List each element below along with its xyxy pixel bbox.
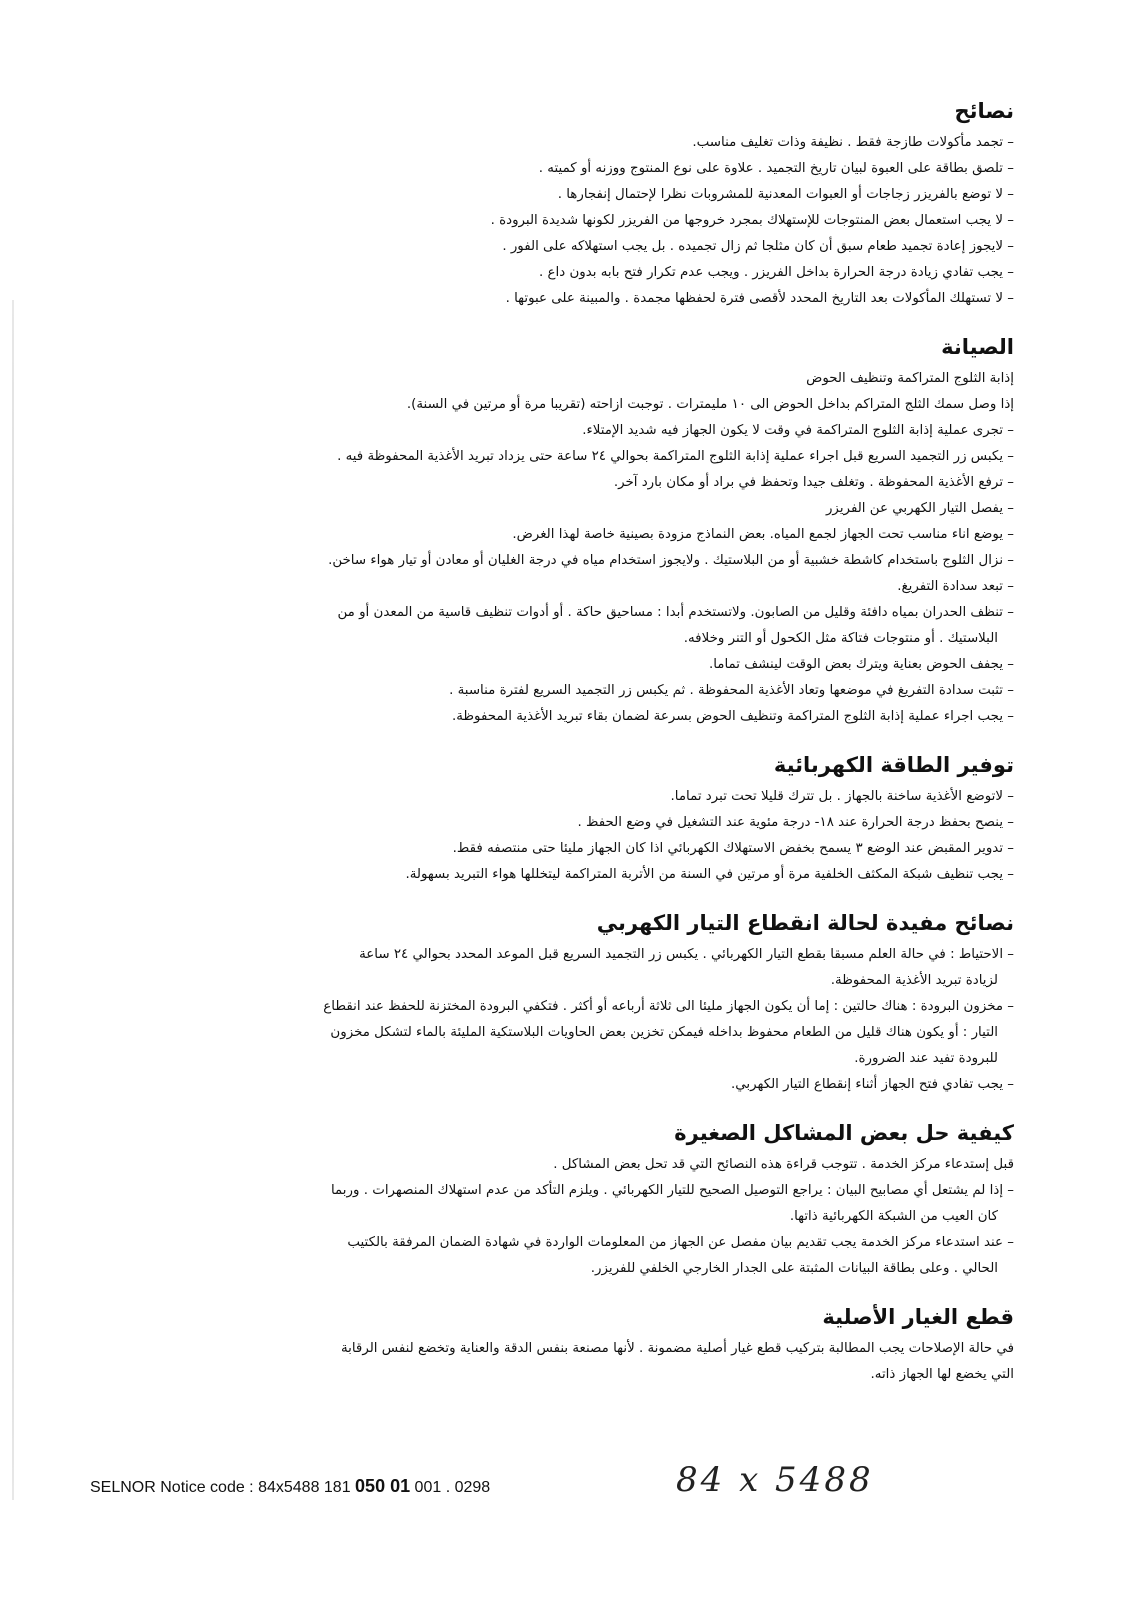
text-line: – ينصح بحفظ درجة الحرارة عند ١٨- درجة مئوية عند التشغيل في وضع الحفظ . — [577, 815, 1014, 830]
section-power-outage — [120, 908, 1014, 1098]
text-line: التيار : أو يكون هناك قليل من الطعام محفوظ بداخله فيمكن تخزين بعض الحاويات البلاستكية المليئة بالماء لتشكل مخزون — [330, 1025, 998, 1040]
text-line: – إذا لم يشتعل أي مصابيح البيان : يراجع التوصيل الصحيح للتيار الكهربائي . ويلزم التأكد من عدم استهلاك المنصهرات . وربما — [330, 1183, 1014, 1198]
notice-code-prefix: SELNOR Notice code : 84x5488 181 — [90, 1479, 356, 1496]
text-line: كان العيب من الشبكة الكهربائية ذاتها. — [789, 1209, 998, 1224]
notice-code-bold: 050 01 — [355, 1476, 411, 1496]
text-line: – لاتوضع الأغذية ساخنة بالجهاز . بل تترك قليلا تحت تبرد تماما. — [670, 789, 1014, 804]
section-energy-saving — [120, 750, 1014, 888]
document-body — [120, 96, 1014, 1408]
text-line: – لا توضع بالفريزر زجاجات أو العبوات المعدنية للمشروبات نظرا لإحتمال إنفجارها . — [557, 187, 1014, 202]
text-line: – يجب اجراء عملية إذابة الثلوج المتراكمة وتنظيف الحوض بسرعة لضمان بقاء تبريد الأغذية المحفوظة. — [451, 709, 1014, 724]
text-line: – ترفع الأغذية المحفوظة . وتغلف جيدا وتحفظ في براد أو مكان بارد آخر. — [613, 475, 1014, 490]
text-line: – تنظف الحدران بمياه دافئة وقليل من الصابون. ولاتستخدم أبدا : مساحيق حاكة . أو أدوات تنظيف قاسية من المعدن أو من — [337, 605, 1014, 620]
section-title: توفير الطاقة الكهربائية — [773, 753, 1014, 777]
notice-code-suffix: 001 . 0298 — [410, 1479, 491, 1496]
notice-code — [90, 1476, 490, 1497]
text-line: – تدوير المقبض عند الوضع ٣ يسمح بخفض الاستهلاك الكهربائي اذا كان الجهاز مليئا حتى منتصفه فقط. — [452, 841, 1014, 856]
text-line: – تثبت سدادة التفريغ في موضعها وتعاد الأغذية المحفوظة . ثم يكبس زر التجميد السريع لفترة مناسبة . — [449, 683, 1014, 698]
text-line: – يفصل التيار الكهربي عن الفريزر — [825, 501, 1014, 516]
text-line: – يجب تفادي زيادة درجة الحرارة بداخل الفريزر . ويجب عدم تكرار فتح بابه بدون داع . — [539, 265, 1014, 280]
text-line: – لا يجب استعمال بعض المنتوجات للإستهلاك بمجرد خروجها من الفريزر لكونها شديدة البرودة . — [490, 213, 1014, 228]
section-title: نصائح مفيدة لحالة انقطاع التيار الكهربي — [596, 911, 1014, 935]
section-title: الصيانة — [941, 335, 1014, 359]
text-line: إذابة الثلوج المتراكمة وتنظيف الحوض — [806, 371, 1014, 386]
section-spare-parts — [120, 1302, 1014, 1388]
section-title: كيفية حل بعض المشاكل الصغيرة — [674, 1121, 1014, 1145]
text-line: – يجب تفادي فتح الجهاز أثناء إنقطاع التيار الكهربي. — [730, 1077, 1014, 1092]
text-line: – يكبس زر التجميد السريع قبل اجراء عملية إذابة الثلوج المتراكمة بحوالي ٢٤ ساعة حتى يزداد تبريد الأغذية المحفوظة فيه . — [337, 449, 1014, 464]
text-line: – يوضع اناء مناسب تحت الجهاز لجمع المياه. بعض النماذج مزودة بصينية خاصة لهذا الغرض. — [512, 527, 1014, 542]
text-line: – تلصق بطاقة على العبوة لبيان تاريخ التجميد . علاوة على نوع المنتوج ووزنه أو كميته . — [538, 161, 1014, 176]
scan-edge-line — [12, 300, 14, 1500]
handwritten-model-note: 84 x 5488 — [676, 1460, 874, 1500]
text-line: – عند استدعاء مركز الخدمة يجب تقديم بيان مفصل عن الجهاز من المعلومات الواردة في شهادة الضمان المرفقة بالكتيب — [347, 1235, 1014, 1250]
text-line: لزيادة تبريد الأغذية المحفوظة. — [830, 973, 998, 988]
text-line: – يجب تنظيف شبكة المكثف الخلفية مرة أو مرتين في السنة من الأتربة المتراكمة ليتخللها هواء التبريد بسهولة. — [405, 867, 1014, 882]
text-line: الحالي . وعلى بطاقة البيانات المثبتة على الجدار الخارجي الخلفي للفريزر. — [590, 1261, 998, 1276]
text-line: قبل إستدعاء مركز الخدمة . تتوجب قراءة هذه النصائح التي قد تحل بعض المشاكل . — [553, 1157, 1014, 1172]
text-line: – تجرى عملية إذابة الثلوج المتراكمة في وقت لا يكون الجهاز فيه شديد الإمتلاء. — [582, 423, 1014, 438]
text-line: – تجمد مأكولات طازجة فقط . نظيفة وذات تغليف مناسب. — [692, 135, 1014, 150]
text-line: – يجفف الحوض بعناية ويترك بعض الوقت لينشف تماما. — [708, 657, 1014, 672]
section-maintenance — [120, 332, 1014, 730]
text-line: – تبعد سدادة التفريغ. — [897, 579, 1014, 594]
text-line: – نزال الثلوج باستخدام كاشطة خشبية أو من البلاستيك . ولايجوز استخدام مياه في درجة الغليان أو معادن أو تيار هواء ساخن. — [328, 553, 1014, 568]
text-line: للبرودة تفيد عند الضرورة. — [854, 1051, 998, 1066]
section-title: قطع الغيار الأصلية — [822, 1305, 1014, 1329]
text-line: البلاستيك . أو منتوجات فتاكة مثل الكحول أو التنر وخلافه. — [683, 631, 998, 646]
section-troubleshooting — [120, 1118, 1014, 1282]
text-line: – الاحتياط : في حالة العلم مسبقا بقطع التيار الكهربائي . يكبس زر التجميد السريع قبل الموعد المحدد بحوالي ٢٤ ساعة — [359, 947, 1014, 962]
section-tips — [120, 96, 1014, 312]
text-line: في حالة الإصلاحات يجب المطالبة بتركيب قطع غيار أصلية مضمونة . لأنها مصنعة بنفس الدقة والعناية وتخضع لنفس الرقابة — [340, 1341, 1014, 1356]
section-title: نصائح — [954, 99, 1014, 123]
text-line: التي يخضع لها الجهاز ذاته. — [870, 1367, 1014, 1382]
text-line: – لا تستهلك المأكولات بعد التاريخ المحدد لأقصى فترة لحفظها مجمدة . والمبينة على عبوتها . — [505, 291, 1014, 306]
text-line: إذا وصل سمك الثلج المتراكم بداخل الحوض الى ١٠ مليمترات . توجبت ازاحته (تقريبا مرة أو مرتين في السنة). — [406, 397, 1014, 412]
text-line: – لايجوز إعادة تجميد طعام سبق أن كان مثلجا ثم زال تجميده . بل يجب استهلاكه على الفور . — [502, 239, 1014, 254]
text-line: – مخزون البرودة : هناك حالتين : إما أن يكون الجهاز مليئا الى ثلاثة أرباعه أو أكثر . فتكفي البرودة المختزنة للحفظ عند انقطاع — [323, 999, 1014, 1014]
